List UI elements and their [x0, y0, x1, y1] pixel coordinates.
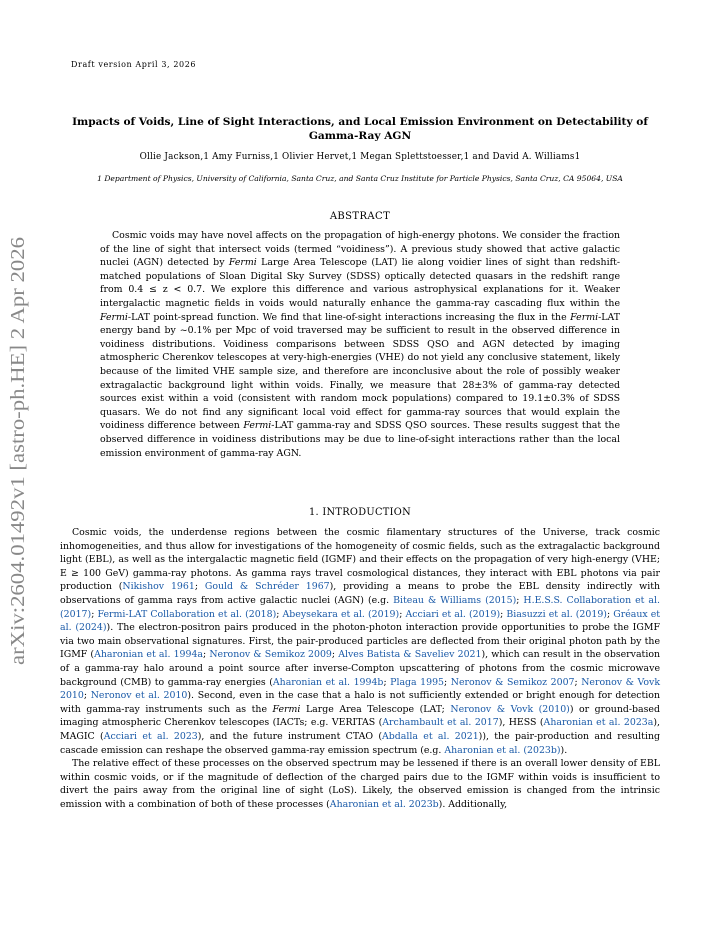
citation-link[interactable]: Aharonian et al. (2023b) [444, 744, 561, 756]
draft-version-line: Draft version April 3, 2026 [71, 60, 197, 69]
intro-text: ), and the future instrument CTAO ( [197, 730, 383, 742]
intro-text: ). Second, even in the case that a halo is not sufficiently extended or bright enough for detection with gamma-ray instruments such as the [60, 690, 660, 715]
citation-link[interactable]: Abeysekara et al. (2019) [282, 608, 400, 620]
intro-text: ; [91, 608, 98, 620]
abstract-text: -LAT point-spread function. We find that line-of-sight interactions increasing the flux in the [127, 311, 571, 323]
intro-text: ; [444, 676, 451, 688]
citation-link[interactable]: Acciari et al. 2023 [103, 730, 198, 742]
intro-fermi: Fermi [272, 703, 301, 715]
citation-link[interactable]: Neronov & Semikoz 2007 [450, 676, 575, 688]
abstract-text: Cosmic voids may have novel affects on the propagation of high-energy photons. We consider the fraction of the line of sight that intersect voids (termed “voidiness”). A previous study showed that active galactic nuclei (AGN) detected by [100, 230, 620, 269]
introduction-body [60, 526, 660, 811]
intro-text: ), which can result in the observation of a gamma-ray halo around a point source after inverse-Compton upscattering of photons from the cosmic microwave background (CMB) to gamma-ray energies ( [60, 649, 661, 688]
citation-link[interactable]: Biasuzzi et al. (2019) [506, 608, 607, 620]
intro-text: ; [500, 608, 507, 620]
intro-paragraph-2 [60, 757, 660, 811]
arxiv-sidebar-stamp [0, 235, 36, 665]
arxiv-identifier: arXiv:2604.01492v1 [astro-ph.HE] 2 Apr 2026 [8, 297, 29, 665]
abstract-body [100, 229, 620, 460]
intro-text: ), providing a means to probe the EBL density indirectly with observations of gamma rays from active galactic nuclei (AGN) (e.g. [60, 581, 661, 606]
intro-text: ; [399, 608, 406, 620]
citation-link[interactable]: Neronov & Vovk (2010) [450, 703, 570, 715]
arxiv-stamp-svg [0, 235, 36, 665]
intro-text: ; [331, 649, 339, 661]
author-list: Ollie Jackson,1 Amy Furniss,1 Olivier Hervet,1 Megan Splettstoesser,1 and David A. Williams1 [139, 152, 581, 162]
intro-text: ) or ground-based imaging atmospheric Cherenkov telescopes (IACTs; e.g. VERITAS ( [60, 703, 660, 729]
abstract-heading: ABSTRACT [329, 211, 391, 222]
intro-text: ; [83, 690, 91, 702]
citation-link[interactable]: Archambault et al. 2017 [382, 717, 499, 729]
intro-text: The relative effect of these processes on the observed spectrum may be lessened if there is an overall lower density of EBL within cosmic voids, or if the magnitude of deflection of the charged pairs due to the IGMF within voids is insufficient to divert the pairs away from the original line of sight (LoS). Likely, the observed emission is changed from the intrinsic emission with a combination of both of these processes ( [60, 758, 660, 810]
abstract-fermi: Fermi [570, 311, 599, 323]
abstract-text: Large Area Telescope (LAT) lie along voidier lines of sight than redshift-matched populations of Sloan Digital Sky Survey (SDSS) optically detected quasars in the redshift range from 0.4 ≤ z < 0.7. We explore this difference and various astrophysical explanations for it. Weaker intergalactic magnetic fields in voids would naturally enhance the gamma-ray cascading flux within the [100, 257, 620, 309]
intro-text: ; [516, 594, 524, 606]
citation-link[interactable]: Aharonian et al. 2023a [543, 717, 654, 729]
citation-link[interactable]: Alves Batista & Saveliev 2021 [338, 649, 482, 661]
citation-link[interactable]: Biteau & Williams (2015) [393, 594, 517, 606]
citation-link[interactable]: Neronov et al. 2010 [90, 690, 188, 702]
citation-link[interactable]: Neronov & Semikoz 2009 [209, 649, 332, 661]
intro-text: ), MAGIC ( [60, 717, 660, 742]
intro-text: ; [276, 608, 283, 620]
intro-text: ; [383, 676, 391, 688]
section-heading-introduction: 1. INTRODUCTION [309, 507, 411, 518]
intro-paragraph-1 [60, 526, 660, 757]
intro-text: ; [194, 581, 205, 593]
citation-link[interactable]: Abdalla et al. 2021 [382, 730, 479, 742]
citation-link[interactable]: Nikishov 1961 [122, 581, 195, 593]
intro-text: ). [560, 744, 568, 756]
citation-link[interactable]: Aharonian et al. 2023b [329, 798, 439, 810]
intro-text: ; [203, 649, 210, 661]
citation-link[interactable]: Plaga 1995 [390, 676, 445, 688]
paper-title: Impacts of Voids, Line of Sight Interactions, and Local Emission Environment on Detectability of Gamma-Ray AGN [72, 116, 648, 142]
intro-text: ). The electron-positron pairs produced in the photon-photon interaction provide opportunities to probe the IGMF via two main observational signatures. First, the pair-produced particles are deflected from their original photon path by the IGMF ( [60, 622, 660, 661]
abstract-text: -LAT energy band by ~0.1% per Mpc of void traversed may be sufficient to result in the observed difference in voidiness distributions. Voidiness comparisons between SDSS QSO and AGN detected by imaging atmospheric Cherenkov telescopes at very-high-energies (VHE) do not yield any conclusive statement, likely because of the limited VHE sample size, and therefore are inconclusive about the role of possibly weaker extragalactic background light within voids. Finally, we measure that 28±3% of gamma-ray detected sources exist within a void (consistent with random mock populations) compared to 19.1±0.3% of SDSS quasars. We do not find any significant local void effect for gamma-ray sources that would explain the voidiness difference between [100, 311, 620, 432]
citation-link[interactable]: Neronov & Vovk 2010 [60, 676, 661, 702]
intro-text: ), HESS ( [498, 717, 544, 729]
citation-link[interactable]: Gréaux et al. (2024) [60, 608, 661, 634]
abstract-fermi: Fermi [100, 311, 128, 323]
intro-text: Cosmic voids, the underdense regions between the cosmic filamentary structures of the Universe, track cosmic inhomogeneities, and thus allow for investigations of the homogeneity of cosmic fields, such as the extragalactic background light (EBL), as well as the intergalactic magnetic field (IGMF) and their effects on the propagation of very high-energy (VHE; E ≥ 100 GeV) gamma-ray photons. As gamma rays travel cosmological distances, they interact with EBL photons via pair production ( [60, 527, 660, 593]
citation-link[interactable]: Acciari et al. (2019) [405, 608, 501, 620]
citation-link[interactable]: Aharonian et al. 1994a [94, 649, 204, 661]
intro-text: ; [606, 608, 614, 620]
intro-text: ; [574, 676, 582, 688]
intro-text: Large Area Telescope (LAT; [300, 703, 451, 715]
abstract-fermi: Fermi [243, 420, 272, 432]
intro-text: )), the pair-production and resulting cascade emission can reshape the observed gamma-ray emission spectrum (e.g. [60, 730, 660, 756]
affiliation: 1 Department of Physics, University of California, Santa Cruz, and Santa Cruz Institute for Particle Physics, Santa Cruz, CA 95064, USA [97, 174, 623, 183]
abstract-fermi: Fermi [228, 257, 257, 269]
citation-link[interactable]: H.E.S.S. Collaboration et al. (2017) [60, 594, 660, 620]
citation-link[interactable]: Gould & Schréder 1967 [204, 581, 330, 593]
citation-link[interactable]: Aharonian et al. 1994b [272, 676, 384, 688]
abstract-text: -LAT gamma-ray and SDSS QSO sources. These results suggest that the observed difference in voidiness distributions may be due to line-of-sight interactions rather than the local emission environment of gamma-ray AGN. [100, 420, 621, 459]
intro-text: ). Additionally, [438, 798, 508, 810]
citation-link[interactable]: Fermi-LAT Collaboration et al. (2018) [97, 608, 277, 620]
